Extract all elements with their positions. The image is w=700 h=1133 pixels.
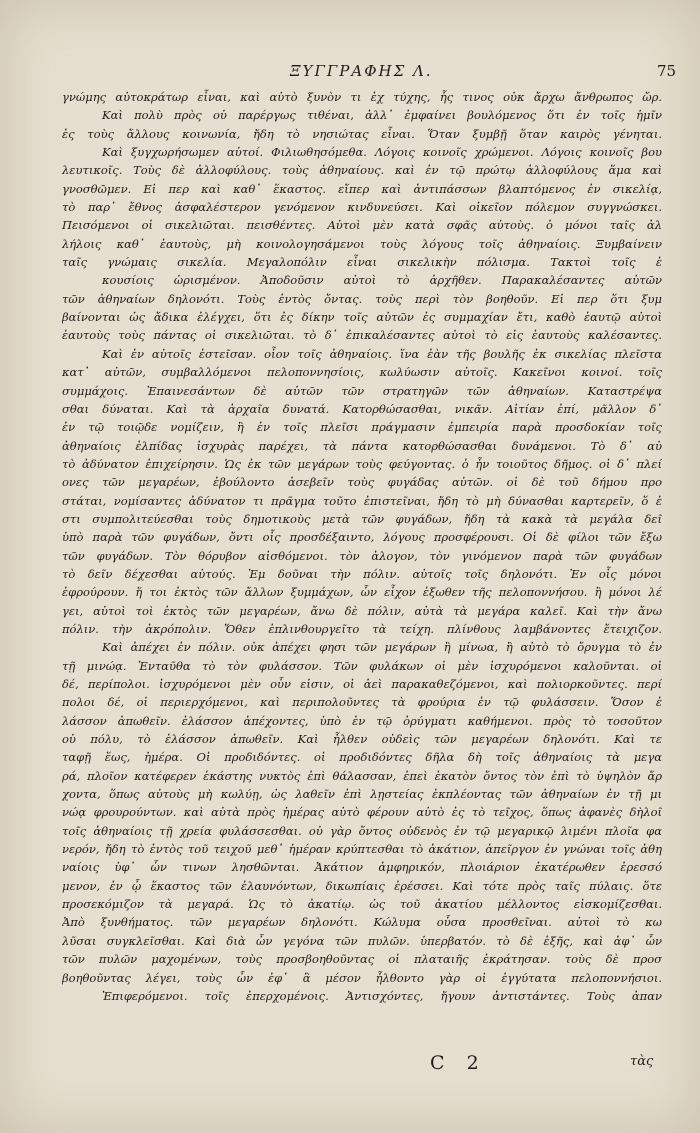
text-line: ταῖς γνώμαις σικελία. Μεγαλοπόλιν εἶναι σικελικὴν πόλισμα. Τακτοὶ τοῖς ἑ [62,255,662,270]
text-line: τὸ παρ᾽ ἔθνος ἀσφαλέστερον γενόμενον κινδυνεύσει. Καὶ οἰκεῖον πόλεμον συγγνώσκει. [62,200,662,215]
text-line: κατ᾽ αὐτῶν, συμβαλλόμενοι πελοποννησίοις, κωλύωσιν αὐτοῖς. Κακεῖνοι κοινοί. τοῖς [62,365,662,380]
text-line: ἑαυτοὺς τοὺς πάντας οἱ σικελιῶται. τὸ δ᾽ ἐπικαλέσαντες αὐτοὶ τὸ εἰς ἑαυτοὺς καλέσαντες. [62,328,662,343]
text-line: κουσίοις ὡρισμένον. Ἀποδοῦσιν αὐτοὶ τὸ ἀρχῆθεν. Παρακαλέσαντες αὐτῶν [102,273,662,288]
text-line: τῶν πυλῶν μαχομένων, τοὺς προσβοηθοῦντας οἱ πλαταιῆς ἐκράτησαν. τοὺς δὲ προσ [62,952,662,967]
text-line: ὑπὸ παρὰ τῶν φυγάδων, ὄντι οἷς προσδέξαιντο, λόγους προσφέρουσι. Οἱ δὲ φίλοι τῶν ἔξω [62,530,662,545]
text-line: λήλοις καθ᾽ ἑαυτοὺς, μὴ κοινολογησάμενοι τοὺς λόγους τοῖς ἀθηναίοις. Ξυμβαίνειν [62,236,662,251]
text-line: συμμάχοις. Ἐπαινεσάντων δὲ αὐτῶν τῶν στρατηγῶν τῶν ἀθηναίων. Καταστρέψα [62,383,662,398]
page-number: 75 [657,62,677,80]
text-line: πολοι δέ, οἱ περιερχόμενοι, καὶ περιπολοῦντες τὰ φρούρια ἐν τῷ φυλάσσειν. Ὅσον ἐ [62,695,662,710]
text-line: Καὶ ἐν αὐτοῖς ἐστεῖσαν. οἷον τοῖς ἀθηναίοις. ἵνα ἐὰν τῆς βουλῆς ἐκ σικελίας πλεῖστα [102,346,662,361]
text-line: Καὶ πολὺ πρὸς οὐ παρέργως τιθέναι, ἀλλ᾽ ἐμφαίνει βουλόμενος ὅτι ἐν τοῖς ἡμῖν [102,108,662,123]
text-line: Καὶ ἀπέχει ἐν πόλιν. οὐκ ἀπέχει φησι τῶν μεγάρων ἢ μίνωα, ἢ αὐτὸ τὸ ὄρυγμα τὸ ἐν [102,640,662,655]
text-line: βαίνονται ὡς ἄδικα ἐλέγχει, ὅτι ἐς δίκην τοῖς αὐτῶν ἐς συμμαχίαν ἔτι, καθὸ ἑαυτῷ αὐτοὶ [62,310,662,325]
text-line: νερόν, ἤδη τὸ ἐντὸς τοῦ τειχοῦ μεθ᾽ ἡμέραν κρύπτεσθαι τὸ ἀκάτιον, ἀπεῖργον ἐν γνώναι τοῖς ἀθη [62,842,662,857]
text-line: τοῖς ἀθηναίοις τῇ χρεία φυλάσσεσθαι. οὐ γὰρ ὄντος οὐδενὸς ἐν τῷ μεγαρικῷ λιμένι πλοῖα φα [62,823,662,838]
text-line: τὸ ἀδύνατον ἐπιχείρησιν. Ὡς ἐκ τῶν μεγάρων τοὺς φεύγοντας. ὁ ἦν τοιοῦτος δῆμος. οἱ δ᾽ πλεί [62,456,662,471]
text-line: ἐς τοὺς ἄλλους κοινωνία, ἤδη τὸ νησιώτας εἶναι. Ὅταν ξυμβῇ ὅταν καιρὸς γένηται. [62,126,662,141]
text-line: Ἐπιφερόμενοι. τοῖς ἐπερχομένοις. Ἀντισχόντες, ἤγουν ἀντιστάντες. Τοὺς ἀπαν [102,988,662,1003]
text-line: στάται, νομίσαντες ἀδύνατον τι πρᾶγμα τοῦτο ἐπιστεῖναι, ἤδη τὸ μὴ δύνασθαι καρτερεῖν, ὅ ἐ [62,493,662,508]
text-line: τῶν ἀθηναίων δηλονότι. Τοὺς ἐντὸς ὄντας. τοὺς περὶ τὸν βοηθοῦν. Εἰ περ ὅτι ξυμ [62,291,662,306]
text-line: Πεισόμενοι οἱ σικελιῶται. πεισθέντες. Αὐτοὶ μὲν κατὰ σφᾶς αὐτοὺς. ὁ μόνοι ταῖς ἀλ [62,218,662,233]
text-line: δέ, περίπολοι. ἰσχυρόμενοι μὲν οὖν εἰσιν, οἱ ἀεὶ παρακαθεζόμενοι, καὶ πολιορκοῦντες. περί [62,677,662,691]
text-line: χοντα, ὅπως αὐτοὺς μὴ κωλύῃ, ὡς λαθεῖν ἐπὶ λῃστείας ἐκπλέοντας τῶν ἀθηναίων ἐν τῇ μι [62,787,662,802]
text-line: ἀθηναίοις ἐλπίδας ἰσχυρὰς παρέχει, τὰ πάντα κατορθώσασθαι δυνάμενοι. Τὸ δ᾽ αὐ [62,438,662,453]
text-line: στι συμπολιτεύεσθαι τοὺς δημοτικοὺς μετὰ τῶν φυγάδων, ἤδη τὰ κακὰ τὰ μεγάλα δεῖ [62,511,662,526]
text-line: πόλιν. τὴν ἀκρόπολιν. Ὅθεν ἐπλινθουργεῖτο τὰ τείχη. πλίνθους λαμβάνοντες ἔτειχιζον. [62,621,662,636]
text-line: λευτικοῖς. Τοὺς δὲ ἀλλοφύλους. τοὺς ἀθηναίους. καὶ ἐν τῷ πρώτῳ ἀλλοφύλους ἅμα καὶ [62,163,662,178]
page-header [0,56,700,86]
text-line: ονες τῶν μεγαρέων, ἐβούλοντο ἀσεβεῖν τοὺς φυγάδας αὐτῶν. οἱ δὲ τοῦ δήμου προ [62,475,662,490]
text-line: Ἀπὸ ξυνθήματος. τῶν μεγαρέων δηλονότι. Κώλυμα οὖσα προσθεῖναι. αὐτοὶ τὸ κω [62,915,662,930]
text-line: προσεκόμιζον τὰ μεγαρά. Ὡς τὸ ἀκατίῳ. ὡς τοῦ ἀκατίου μέλλοντος εἰσκομίζεσθαι. [62,897,662,912]
text-line: οὐ πόλυ, τὸ ἐλάσσον ἀπωθεῖν. Καὶ ἦλθεν οὐδεὶς τῶν μεγαρέων δηλονότι. Καὶ τε [62,732,662,747]
text-line: λῦσαι συγκλεῖσθαι. Καὶ διὰ ὧν γεγόνα τῶν πυλῶν. ὑπερβατόν. τὸ δὲ ἑξῆς, καὶ ἀφ᾽ ὧν [62,933,662,948]
text-line: ρά, πλοῖον κατέφερεν ἑκάστης νυκτὸς ἐπὶ θάλασσαν, ἐπεὶ ἑκατὸν ὄντος τὸν ἐπὶ τὸ ὑψηλὸν ἄρ [62,768,662,783]
text-line: ἐφρούρουν. ἥ τοι ἐκτὸς τῶν ἄλλων ξυμμάχων, ὧν εἶχον ἐξωθεν τῆς πελοποννήσου. ἢ μόνοι λέ [62,585,662,600]
text-line: τῶν φυγάδων. Τὸν θόρυβον αἰσθόμενοι. τὸν ἀλογον, τὸν γινόμενον παρὰ τῶν φυγάδων [62,548,662,563]
text-line: γνώμης αὐτοκράτωρ εἶναι, καὶ αὐτὸ ξυνὸν τι ἐχ τύχης, ἧς τινος οὐκ ἄρχω ἄνθρωπος ὤρ. [62,90,662,104]
signature-mark: C 2 [430,1052,487,1074]
catchword: τὰς [630,1054,654,1069]
running-head: ΞΥΓΓΡΑΦΗΣ Λ. [290,62,433,80]
text-line: τὸ δεῖν δέχεσθαι αὐτούς. Ἐμ δοῦναι τὴν πόλιν. αὐτοῖς τοῖς δηλονότι. Ἐν οἷς μόνοι [62,566,662,581]
text-line: Καὶ ξυγχωρήσωμεν αὐτοί. Φιλιωθησόμεθα. Λόγοις κοινοῖς χρώμενοι. Λόγοις κοινοῖς βου [102,145,662,160]
text-line: βοηθοῦντας λέγει, τοὺς ὧν ἐφ᾽ ἃ μέσον ἦλθοντο γὰρ οἱ ἐγγύτατα πελοποννήσιοι. [62,970,662,985]
text-line: ἐν τῷ τοιῷδε νομίζειν, ἢ ἐν τοῖς πλεῖσι πράγμασιν ἐμπειρία παρὰ προσδοκίαν τοῖς [62,420,662,435]
text-line: λάσσον ἀπωθεῖν. ἐλάσσον ἀπέχοντες, ὑπὸ ἐν τῷ ὀρύγματι καθήμενοι. πρὸς τὸ τοσοῦτον [62,713,662,728]
text-line: νώᾳ φρουρούντων. καὶ αὐτὰ πρὸς ἡμέρας αὐτὸ φέρουν αὐτὸ ἐς τὸ τεῖχος, ὅπως ἀφανὲς δὴλοῖ [62,805,662,820]
text-line: γει, αὐτοὶ τοὶ ἐκτὸς τῶν μεγαρέων, ἄνω δὲ πόλιν, αὐτὰ τὰ μεγάρα καλεῖ. Καὶ τὴν ἄνω [62,603,662,618]
text-line: τῇ μινώᾳ. Ἐνταῦθα τὸ τὸν φυλάσσον. Τῶν φυλάκων οἱ μὲν ἰσχυρόμενοι καλοῦνται. οἱ [62,658,662,673]
text-line: σθαι δύναται. Καὶ τὰ ἀρχαῖα δυνατά. Κατορθώσασθαι, νικᾶν. Αἰτίαν ἐπί, μᾶλλον δ᾽ [62,401,662,416]
text-line: γνοσθῶμεν. Εἰ περ καὶ καθ᾽ ἕκαστος. εἴπερ καὶ ἀντιπάσσων βλαπτόμενος ἐν σικελίᾳ, [62,181,662,196]
text-line: ταφῇ ἕως, ἡμέρα. Οἱ προδιδόντες. οἱ προδιδόντες δῆλα δὴ τοῖς ἀθηναίοις τὰ μεγα [62,750,662,765]
text-line: μενον, ἐν ᾧ ἕκαστος τῶν ἐλαυνόντων, δικωπίαις ἐρέσσει. Καὶ τότε πρὸς ταῖς πύλαις. ὅτε [62,878,662,893]
text-line: ναίοις ὑφ᾽ ὧν τινων λησθῶνται. Ἀκάτιον ἀμφηρικόν, πλοιάριον ἑκατέρωθεν ἐρεσσό [62,860,662,875]
body-text [62,88,662,1005]
